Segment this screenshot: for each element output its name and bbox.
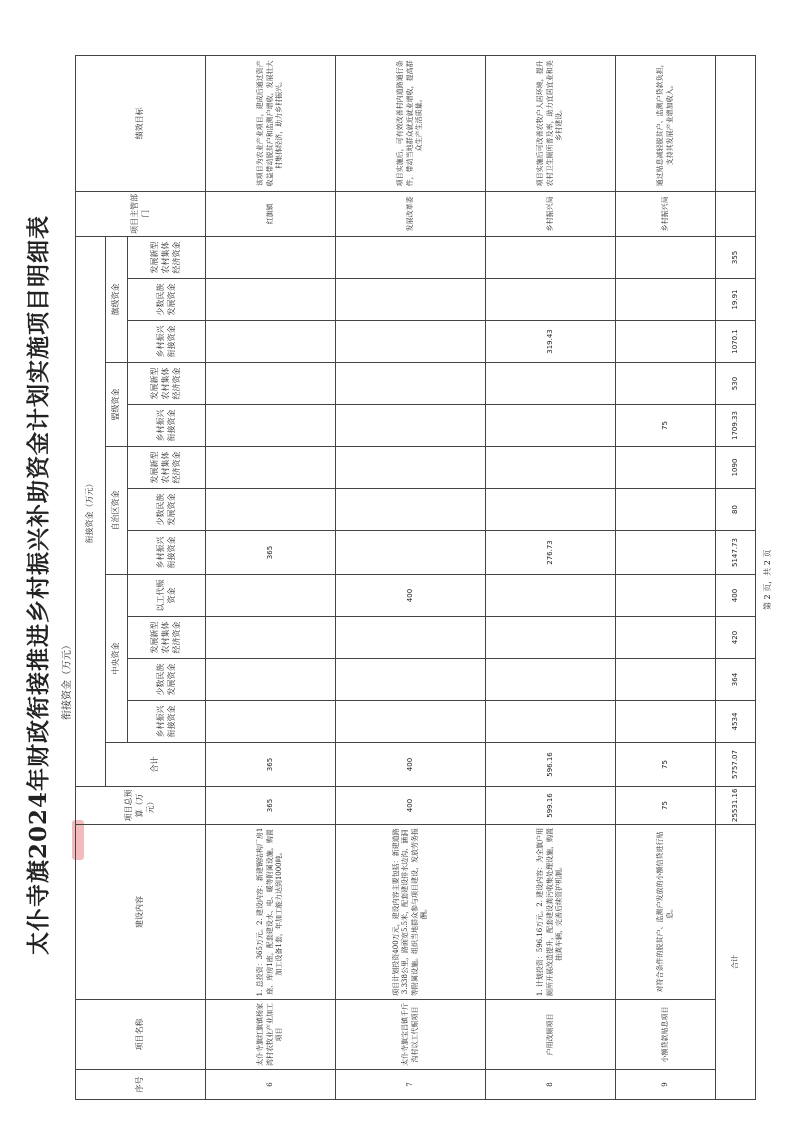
- cell-c-collective: [206, 617, 336, 659]
- total-b-collective: 355: [716, 236, 756, 278]
- cell-total: 599.16: [486, 787, 616, 825]
- cell-name: 太仆寺旗红旗镇杨家湾村农牧业产业加工项目: [206, 1000, 336, 1070]
- header-a-collective: 发展新型农村集体经济资金: [128, 447, 206, 489]
- cell-b-minority: [206, 279, 336, 321]
- header-subtotal: 合计: [106, 743, 206, 787]
- cell-a-minority: [336, 489, 486, 531]
- cell-a-rural: [336, 531, 486, 575]
- total-label: 合计: [716, 825, 756, 1100]
- cell-seq: 7: [336, 1070, 486, 1100]
- cell-c-rural: [486, 701, 616, 743]
- cell-c-collective: [616, 617, 716, 659]
- cell-seq: 9: [616, 1070, 716, 1100]
- cell-subtotal: 400: [336, 743, 486, 787]
- total-goal-empty: [716, 55, 756, 191]
- cell-c-collective: [336, 617, 486, 659]
- document-title: 太仆寺旗2024年财政衔接推进乡村振兴补助资金计划实施项目明细表: [25, 215, 52, 956]
- cell-l-rural: 75: [616, 405, 716, 447]
- cell-c-rural: [336, 701, 486, 743]
- cell-c-minority: [486, 659, 616, 701]
- cell-b-minority: [616, 279, 716, 321]
- cell-b-collective: [206, 236, 336, 278]
- cell-seq: 8: [486, 1070, 616, 1100]
- total-l-rural: 1709.33: [716, 405, 756, 447]
- header-fund-group: 衔接资金（万元）: [76, 236, 106, 786]
- cell-a-minority: [616, 489, 716, 531]
- header-autonomous: 自治区资金: [106, 447, 128, 575]
- cell-b-collective: [616, 236, 716, 278]
- cell-l-rural: [486, 405, 616, 447]
- header-league: 盟级资金: [106, 363, 128, 447]
- cell-goal: 项目实施后可改善农牧户人居环境，提升农村卫生厕所普及率，助力宜居宜业和美乡村建设。: [486, 55, 616, 191]
- cell-c-workrelief: [616, 575, 716, 617]
- header-a-minority: 少数民族发展资金: [128, 489, 206, 531]
- header-b-minority: 少数民族发展资金: [128, 279, 206, 321]
- cell-a-collective: [206, 447, 336, 489]
- cell-b-rural: [616, 321, 716, 363]
- header-banner: 旗级资金: [106, 236, 128, 362]
- cell-subtotal: 365: [206, 743, 336, 787]
- cell-l-rural: [206, 405, 336, 447]
- total-l-collective: 530: [716, 363, 756, 405]
- header-c-minority: 少数民族发展资金: [128, 659, 206, 701]
- header-b-collective: 发展新型农村集体经济资金: [128, 236, 206, 278]
- cell-dept: 发展改革委: [336, 191, 486, 236]
- header-central: 中央资金: [106, 575, 128, 743]
- cell-a-collective: [486, 447, 616, 489]
- cell-l-rural: [336, 405, 486, 447]
- total-a-minority: 80: [716, 489, 756, 531]
- cell-c-workrelief: [486, 575, 616, 617]
- cell-l-collective: [616, 363, 716, 405]
- cell-b-minority: [336, 279, 486, 321]
- cell-b-collective: [336, 236, 486, 278]
- cell-name: 小额贷款贴息项目: [616, 1000, 716, 1070]
- table-row: [616, 55, 716, 1099]
- total-b-rural: 1070.1: [716, 321, 756, 363]
- cell-total: 75: [616, 787, 716, 825]
- header-l-rural: 乡村振兴衔接资金: [128, 405, 206, 447]
- total-c-minority: 364: [716, 659, 756, 701]
- cell-b-rural: [206, 321, 336, 363]
- cell-subtotal: 596.16: [486, 743, 616, 787]
- page-number: 第 2 页，共 2 页: [763, 549, 772, 610]
- cell-b-minority: [486, 279, 616, 321]
- cell-c-workrelief: [206, 575, 336, 617]
- cell-a-minority: [206, 489, 336, 531]
- table-row: [486, 55, 616, 1099]
- cell-name: 太仆寺旗宝昌镇千斤沟村以工代赈项目: [336, 1000, 486, 1070]
- total-a-collective: 1090: [716, 447, 756, 489]
- cell-goal: 项目实施后，可有效改善村内道路通行条件，带动当地群众就近就业增收，提高群众生产生活质量。: [336, 55, 486, 191]
- total-subtotal: 5757.07: [716, 743, 756, 787]
- cell-c-rural: [206, 701, 336, 743]
- total-dept-empty: [716, 191, 756, 236]
- total-c-workrelief: 400: [716, 575, 756, 617]
- cell-content: 对符合条件的脱贫户、监测户发放的小额信贷进行贴息。: [616, 825, 716, 1000]
- header-goal: 绩效目标: [76, 55, 206, 191]
- cell-c-rural: [616, 701, 716, 743]
- cell-b-collective: [486, 236, 616, 278]
- cell-dept: 红旗镇: [206, 191, 336, 236]
- cell-b-rural: [336, 321, 486, 363]
- cell-content: 项目计划投资400万元，建设内容主要包括：新建道路3.338公里，路面宽5.5米，配套建设排水边沟、涵洞等附属设施。组织当地群众参与项目建设，发放劳务报酬。: [336, 825, 486, 1000]
- cell-c-minority: [616, 659, 716, 701]
- total-c-collective: 420: [716, 617, 756, 659]
- total-a-rural: 5147.73: [716, 531, 756, 575]
- total-row: [716, 55, 756, 1099]
- cell-seq: 6: [206, 1070, 336, 1100]
- header-seq: 序号: [76, 1070, 206, 1100]
- cell-c-minority: [206, 659, 336, 701]
- cell-dept: 乡村振兴局: [486, 191, 616, 236]
- cell-total: 365: [206, 787, 336, 825]
- cell-goal: 该项目为农业产业项目，建成后通过资产收益带动脱贫户和监测户增收，发展壮大村集体经济，助力乡村振兴。: [206, 55, 336, 191]
- cell-a-collective: [336, 447, 486, 489]
- header-a-rural: 乡村振兴衔接资金: [128, 531, 206, 575]
- cell-c-collective: [486, 617, 616, 659]
- cell-a-minority: [486, 489, 616, 531]
- cell-l-collective: [486, 363, 616, 405]
- cell-content: 1. 计划投资：596.16万元。2. 建设内容：为全旗户用厕所开展改造提升，配套建设粪污收集处理设施，购置抽粪车辆，完善后续管护机制。: [486, 825, 616, 1000]
- header-c-collective: 发展新型农村集体经济资金: [128, 617, 206, 659]
- cell-l-collective: [336, 363, 486, 405]
- table-row: [206, 55, 336, 1099]
- header-c-rural: 乡村振兴衔接资金: [128, 701, 206, 743]
- header-dept: 项目主管部门: [76, 191, 206, 236]
- unit-label: 衔接资金（万元）: [62, 640, 73, 720]
- cell-l-collective: [206, 363, 336, 405]
- project-table: [75, 55, 756, 1100]
- cell-c-minority: [336, 659, 486, 701]
- header-content: 建设内容: [76, 825, 206, 1000]
- cell-a-rural: 365: [206, 531, 336, 575]
- cell-goal: 通过贴息减轻脱贫户、监测户贷款负担，支持其发展产业增加收入。: [616, 55, 716, 191]
- cell-b-rural: 319.43: [486, 321, 616, 363]
- total-c-rural: 4534: [716, 701, 756, 743]
- header-l-collective: 发展新型农村集体经济资金: [128, 363, 206, 405]
- cell-dept: 乡村振兴局: [616, 191, 716, 236]
- total-budget: 25531.16: [716, 787, 756, 825]
- cell-c-workrelief: 400: [336, 575, 486, 617]
- cell-a-rural: 276.73: [486, 531, 616, 575]
- header-b-rural: 乡村振兴衔接资金: [128, 321, 206, 363]
- document-sheet: [20, 60, 772, 1100]
- cell-subtotal: 75: [616, 743, 716, 787]
- table-row: [336, 55, 486, 1099]
- cell-a-collective: [616, 447, 716, 489]
- cell-a-rural: [616, 531, 716, 575]
- cell-name: 户用改厕项目: [486, 1000, 616, 1070]
- cell-content: 1. 总投资：365万元。2. 建设内容：新建钢结构厂房1座、库房1座，配套建设水、电、暖等附属设施，购置加工设备1套，年加工能力达到1000吨。: [206, 825, 336, 1000]
- cell-total: 400: [336, 787, 486, 825]
- header-c-workrelief: 以工代赈资金: [128, 575, 206, 617]
- header-total-budget: 项目总预算（万元）: [76, 787, 206, 825]
- total-b-minority: 19.91: [716, 279, 756, 321]
- header-name: 项目名称: [76, 1000, 206, 1070]
